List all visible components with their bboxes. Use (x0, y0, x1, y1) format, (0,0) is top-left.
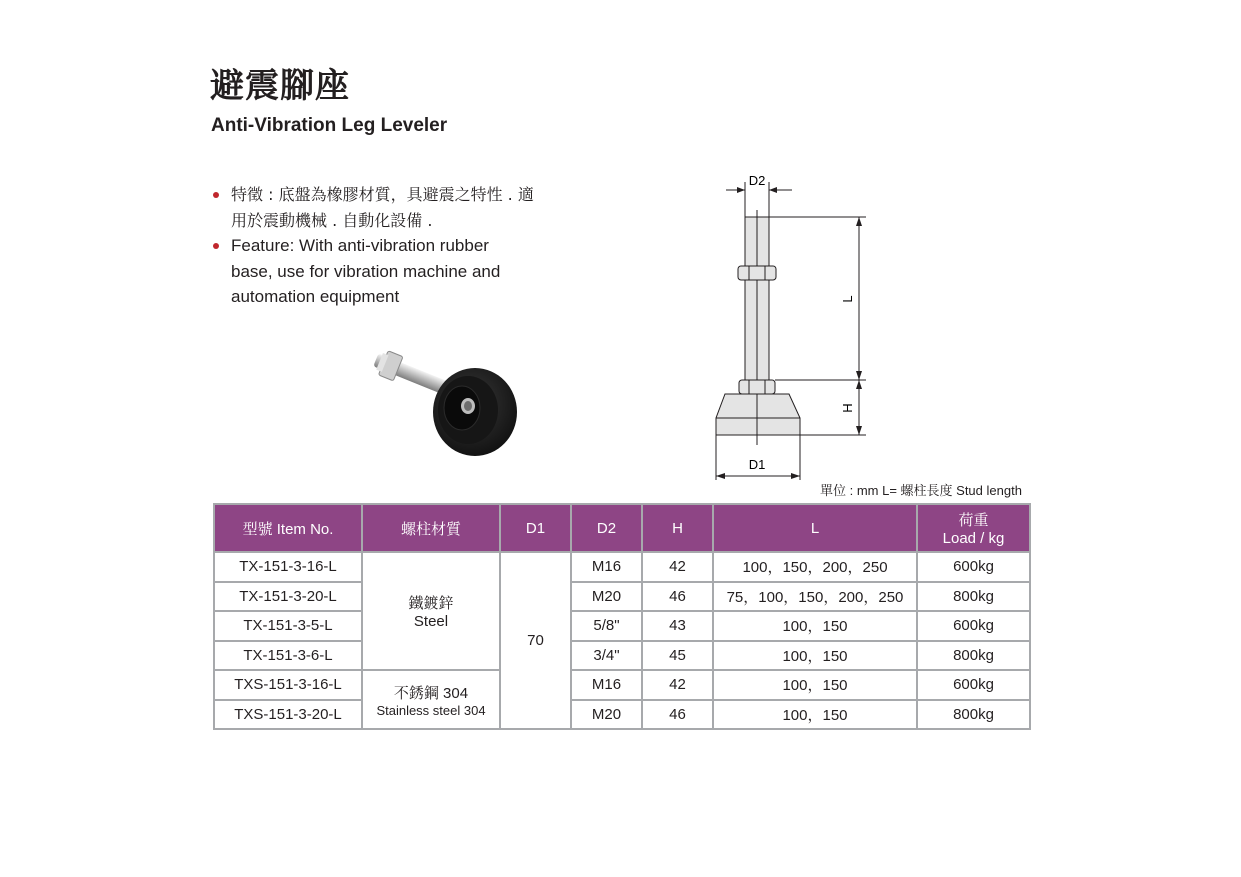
material-cell (362, 552, 500, 670)
d1-label: D1 (748, 457, 766, 472)
col-header-d2: D2 (571, 504, 642, 552)
feature-line: Feature: With anti-vibration rubber (231, 236, 489, 255)
l-cell: 100，150，200，250 (713, 552, 917, 582)
unit-note: 單位 : mm L= 螺柱長度 Stud length (820, 483, 1022, 498)
page-title-en: Anti-Vibration Leg Leveler (211, 115, 448, 136)
load-cell: 600kg (917, 611, 1030, 641)
l-cell: 100，150 (713, 641, 917, 671)
col-header-item: 型號 Item No. (214, 504, 362, 552)
item-cell: TX-151-3-5-L (214, 611, 362, 641)
h-cell: 42 (642, 552, 713, 582)
item-cell: TX-151-3-6-L (214, 641, 362, 671)
material-en: Steel (413, 613, 449, 630)
table-row (214, 641, 1030, 671)
item-cell: TX-151-3-16-L (214, 552, 362, 582)
h-label: H (840, 403, 855, 413)
table-row (214, 552, 1030, 582)
l-cell: 75，100，150，200，250 (713, 582, 917, 612)
d2-cell: M16 (571, 552, 642, 582)
col-header-material: 螺柱材質 (362, 504, 500, 552)
item-cell: TX-151-3-20-L (214, 582, 362, 612)
load-cell: 600kg (917, 670, 1030, 700)
load-cell: 800kg (917, 582, 1030, 612)
bullet-icon (213, 243, 219, 249)
spec-table (213, 503, 1031, 730)
feature-list (213, 182, 553, 310)
d2-cell: M16 (571, 670, 642, 700)
h-cell: 42 (642, 670, 713, 700)
l-cell: 100，150 (713, 700, 917, 730)
table-row (214, 670, 1030, 700)
d2-label: D2 (748, 173, 766, 188)
page-title-zh: 避震腳座 (210, 66, 350, 106)
l-label: L (840, 295, 855, 303)
col-header-h: H (642, 504, 713, 552)
col-header-load (917, 504, 1030, 552)
product-photo (350, 330, 540, 480)
table-row (214, 611, 1030, 641)
table-header-row (214, 504, 1030, 552)
d1-cell: 70 (500, 552, 571, 729)
d2-cell: 3/4" (571, 641, 642, 671)
feature-line: base, use for vibration machine and (231, 261, 501, 281)
load-header-zh: 荷重 (958, 512, 989, 529)
h-cell: 43 (642, 611, 713, 641)
h-cell: 45 (642, 641, 713, 671)
material-en: Stainless steel 304 (376, 702, 486, 718)
load-cell: 800kg (917, 700, 1030, 730)
feature-line: 用於震動機械 . 自動化設備 . (231, 210, 433, 230)
material-zh: 鐵鍍鋅 (408, 595, 454, 612)
h-cell: 46 (642, 582, 713, 612)
d2-cell: 5/8" (571, 611, 642, 641)
table-row (214, 700, 1030, 730)
l-cell: 100，150 (713, 670, 917, 700)
dimension-diagram (700, 168, 880, 480)
l-cell: 100，150 (713, 611, 917, 641)
item-cell: TXS-151-3-20-L (214, 700, 362, 730)
load-cell: 800kg (917, 641, 1030, 671)
feature-item-en (213, 233, 553, 310)
d2-cell: M20 (571, 700, 642, 730)
bullet-icon (213, 192, 219, 198)
col-header-l: L (713, 504, 917, 552)
d2-cell: M20 (571, 582, 642, 612)
material-zh: 不銹鋼 304 (393, 684, 469, 702)
load-header-en: Load / kg (942, 530, 1005, 547)
table-row (214, 582, 1030, 612)
feature-line: automation equipment (231, 287, 400, 306)
col-header-d1: D1 (500, 504, 571, 552)
feature-item-zh (213, 182, 553, 233)
item-cell: TXS-151-3-16-L (214, 670, 362, 700)
material-cell (362, 670, 500, 729)
load-cell: 600kg (917, 552, 1030, 582)
feature-line: 特徵 : 底盤為橡膠材質，具避震之特性 . 適 (231, 185, 534, 204)
h-cell: 46 (642, 700, 713, 730)
